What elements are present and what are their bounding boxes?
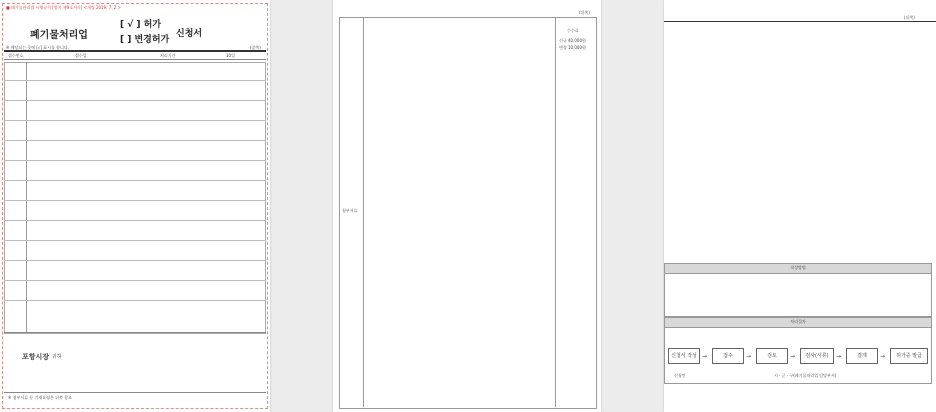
flow-step-4: 검사(서류) <box>800 348 834 364</box>
instruction-note: ※ 해당되는 곳에 [√] 표시를 합니다. <box>6 45 70 50</box>
processing-period-value: 10일 <box>226 53 235 58</box>
form-header-note: ■ 폐기물관리법 시행규칙 [별지 제9호서식] <개정 2019. 7. 2.> <box>6 5 121 10</box>
flow-step-5: 결재 <box>846 348 878 364</box>
page-mark: (뒤쪽) <box>904 15 915 20</box>
rule <box>4 260 266 261</box>
form-table <box>4 62 266 334</box>
rule <box>4 100 266 101</box>
rule <box>4 80 266 81</box>
process-title: 처리절차 <box>790 319 806 324</box>
recipient-authority: 포항시장 <box>22 353 50 361</box>
form-title-right: 신청서 <box>176 29 203 39</box>
rule <box>4 160 266 161</box>
receipt-date-label: 접수일 <box>75 53 87 58</box>
rule <box>664 21 936 22</box>
form-page-back-1 <box>333 0 601 412</box>
flow-left-label: 신청인 <box>674 373 686 378</box>
rule <box>4 200 266 201</box>
receipt-no-label: 접수번호 <box>8 53 24 58</box>
arrow-right-icon: → <box>880 353 886 360</box>
rule <box>4 280 266 281</box>
attachments-label: 첨부서류 <box>342 208 358 213</box>
arrow-right-icon: → <box>702 353 708 360</box>
rule <box>555 17 556 407</box>
option-permit[interactable]: [ √ ] 허가 <box>120 20 162 30</box>
rule <box>4 332 266 333</box>
page-mark: (앞쪽) <box>250 45 261 50</box>
rule <box>4 140 266 141</box>
recipient-suffix: 귀하 <box>52 354 62 360</box>
flow-step-2: 접수 <box>712 348 744 364</box>
option-change-permit[interactable]: [ ] 변경허가 <box>120 35 170 45</box>
rule <box>4 392 266 393</box>
arrow-right-icon: → <box>790 353 796 360</box>
rule <box>4 120 266 121</box>
arrow-right-icon: → <box>746 353 752 360</box>
flow-step-1: 신청서 작성 <box>668 348 700 364</box>
rule <box>4 59 266 60</box>
flow-right-label: 시 · 군 · 구(폐기물처리업 담당부서) <box>774 373 837 378</box>
arrow-right-icon: → <box>836 353 842 360</box>
flow-step-3: 검토 <box>756 348 788 364</box>
form-page-front <box>0 0 270 412</box>
fee-new: 신규 40,000원 <box>559 38 586 43</box>
rule <box>4 180 266 181</box>
rule <box>4 240 266 241</box>
fee-label: 수수료 <box>567 28 579 33</box>
rule <box>363 17 364 407</box>
attachments-table <box>339 17 597 409</box>
processing-period-label: 처리기간 <box>160 53 176 58</box>
guide-box <box>664 273 932 317</box>
footer-note: ※ 첨부서류 등 기재요령은 뒤쪽 참조 <box>8 395 72 400</box>
rule <box>4 50 266 52</box>
form-page-back-2 <box>664 0 936 412</box>
guide-title: 작성방법 <box>790 265 806 270</box>
rule <box>4 220 266 221</box>
flow-step-6: 허가증 발급 <box>890 348 928 364</box>
rule <box>4 300 266 301</box>
rule <box>26 62 27 332</box>
page-mark: (뒤쪽) <box>579 10 590 15</box>
form-title-left: 폐기물처리업 <box>30 30 88 41</box>
fee-change: 변경 10,000원 <box>559 45 586 50</box>
